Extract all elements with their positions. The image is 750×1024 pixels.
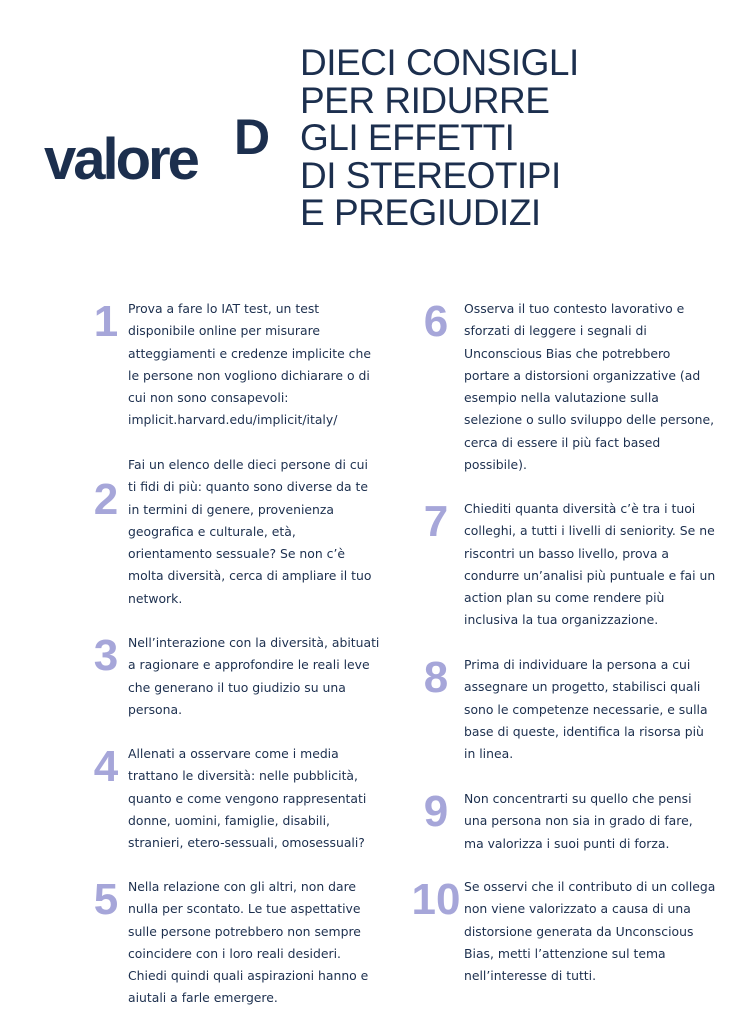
title-line: GLI EFFETTI bbox=[300, 117, 515, 158]
tip-text: Fai un elenco delle dieci persone di cui ti fidi di più: quanto sono diverse da te in termini di genere, provenienza geografica e culturale, età, orientamento sessuale? Se non c’è molta diversità, cerca di ampliare il tuo network. bbox=[128, 457, 372, 606]
logo-letter: D bbox=[234, 109, 271, 165]
tip-number: 9 bbox=[423, 787, 449, 836]
tip-number: 7 bbox=[423, 497, 449, 546]
tip-text: Prima di individuare la persona a cui assegnare un progetto, stabilisci quali sono le competenze necessarie, e sulla base di queste, identifica la risorsa più in linea. bbox=[464, 657, 708, 762]
tip-text: Non concentrarti su quello che pensi una persona non sia in grado di fare, ma valorizza i suoi punti di forza. bbox=[464, 791, 693, 851]
tip-text: Allenati a osservare come i media trattano le diversità: nelle pubblicità, quanto e come vengono rappresentati donne, uomini, famiglie, disabili, stranieri, etero-sessuali, omosessuali? bbox=[128, 746, 367, 851]
tip-number: 8 bbox=[423, 653, 449, 702]
tip-number: 2 bbox=[93, 475, 119, 524]
tip-text: Osserva il tuo contesto lavorativo e sforzati di leggere i segnali di Unconscious Bias che potrebbero portare a distorsioni organizzative (ad esempio nella valutazione sulla selezione o sullo sviluppo delle persone, cerca di essere il più fact based possibile). bbox=[464, 301, 715, 473]
tip-text: Chiediti quanta diversità c’è tra i tuoi colleghi, a tutti i livelli di seniority. Se ne riscontri un basso livello, prova a condurre un’analisi più puntuale e fai un action plan su come rendere più inclusiva la tua organizzazione. bbox=[464, 501, 716, 628]
tip-number: 4 bbox=[93, 742, 119, 791]
tip-text: Prova a fare lo IAT test, un test disponibile online per misurare atteggiamenti e credenze implicite che le persone non vogliono dichiarare o di cui non sono consapevoli: implicit.harvard.edu/implicit/italy/ bbox=[128, 301, 371, 428]
tip-text: Nella relazione con gli altri, non dare nulla per scontato. Le tue aspettative sulle persone potrebbero non sempre coincidere con i loro reali desideri. Chiedi quindi quali aspirazioni hanno e aiutali a farle emergere. bbox=[128, 879, 369, 1006]
page-title bbox=[300, 44, 720, 232]
tip-text: Se osservi che il contributo di un collega non viene valorizzato a causa di una distorsione generata da Unconscious Bias, metti l’attenzione sul tema nell’interesse di tutti. bbox=[464, 879, 716, 984]
tip-number: 1 bbox=[93, 297, 119, 346]
tip-number: 6 bbox=[423, 297, 449, 346]
tip-text: Nell’interazione con la diversità, abituati a ragionare e approfondire le reali leve che generano il tuo giudizio su una persona. bbox=[128, 635, 380, 717]
title-line: DIECI CONSIGLI bbox=[300, 42, 579, 83]
logo-wordmark: valore bbox=[44, 127, 197, 192]
tip-number: 5 bbox=[93, 875, 119, 924]
title-line: DI STEREOTIPI bbox=[300, 154, 561, 196]
tip-number: 10 bbox=[411, 875, 461, 924]
tip-number: 3 bbox=[93, 631, 119, 680]
valore-d-logo bbox=[44, 109, 284, 192]
title-line: E PREGIUDIZI bbox=[300, 192, 541, 233]
title-line: PER RIDURRE bbox=[300, 79, 550, 121]
